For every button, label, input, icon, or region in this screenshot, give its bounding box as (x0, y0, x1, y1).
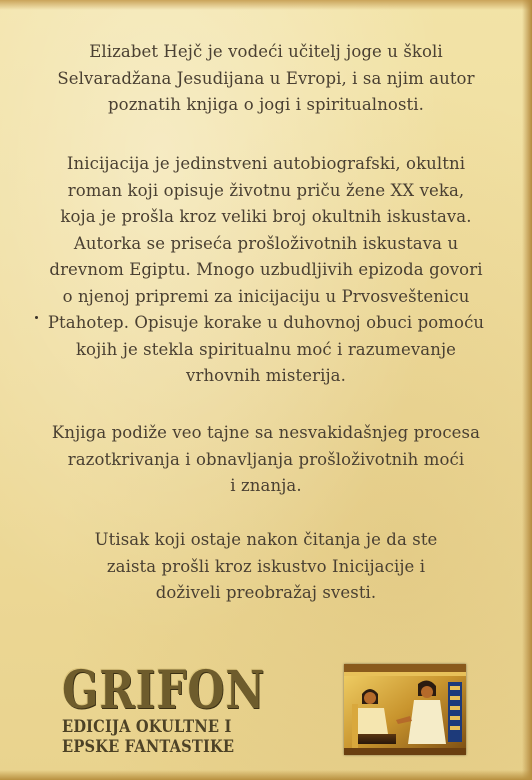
text-line: roman koji opisuje životnu priču žene XX veka, (67, 180, 465, 200)
text-line: i znanja. (230, 476, 302, 495)
text-line: razotkrivanja i obnavljanja prošloživotnih moći (67, 449, 465, 469)
text-line: Autorka se priseća prošloživotnih iskustava u (73, 233, 459, 253)
text-line: Ptahotep. Opisuje korake u duhovnoj obuci pomoću (47, 313, 485, 332)
text-line: zaista prošli kroz iskustvo Inicijacije i (106, 556, 426, 576)
publisher-logo (62, 660, 266, 757)
text-line: Inicijacija je jedinstveni autobiografski, okultni (66, 154, 466, 173)
text-line: Knjiga podiže veo tajne sa nesvakidašnjeg procesa (51, 423, 481, 442)
egyptian-art-illustration (344, 664, 466, 755)
cover-edge-right (522, 0, 532, 780)
book-theme-paragraph (40, 420, 492, 500)
egyptian-art-image (344, 664, 466, 755)
publisher-name: GRIFON (62, 660, 266, 721)
text-line: poznatih knjiga o jogi i spiritualnosti. (108, 95, 424, 114)
text-line: Utisak koji ostaje nakon čitanja je da ste (94, 530, 438, 549)
print-speck (35, 316, 38, 319)
book-description-paragraph (40, 151, 492, 390)
cover-edge-bottom (0, 770, 532, 780)
text-line: Selvaradžana Jesudijana u Evropi, i sa njim autor (57, 68, 475, 88)
text-line: drevnom Egiptu. Mnogo uzbudljivih epizoda govori (49, 260, 483, 279)
text-line: kojih je stekla spiritualnu moć i razumevanje (75, 339, 457, 359)
text-line: o njenoj pripremi za inicijaciju u Prvosveštenicu (62, 286, 470, 306)
edition-line-1: EDICIJA OKULTNE I (62, 717, 232, 737)
author-bio-paragraph (40, 39, 492, 119)
text-line: koja je prošla kroz veliki broj okultnih iskustava. (60, 207, 472, 226)
text-line: Elizabet Hejč je vodeći učitelj joge u školi (89, 42, 443, 61)
cover-edge-top (0, 0, 532, 10)
edition-line-2: EPSKE FANTASTIKE (62, 737, 235, 757)
closing-paragraph (40, 527, 492, 607)
text-line: vrhovnih misterija. (186, 366, 346, 385)
text-line: doživeli preobražaj svesti. (155, 583, 377, 602)
